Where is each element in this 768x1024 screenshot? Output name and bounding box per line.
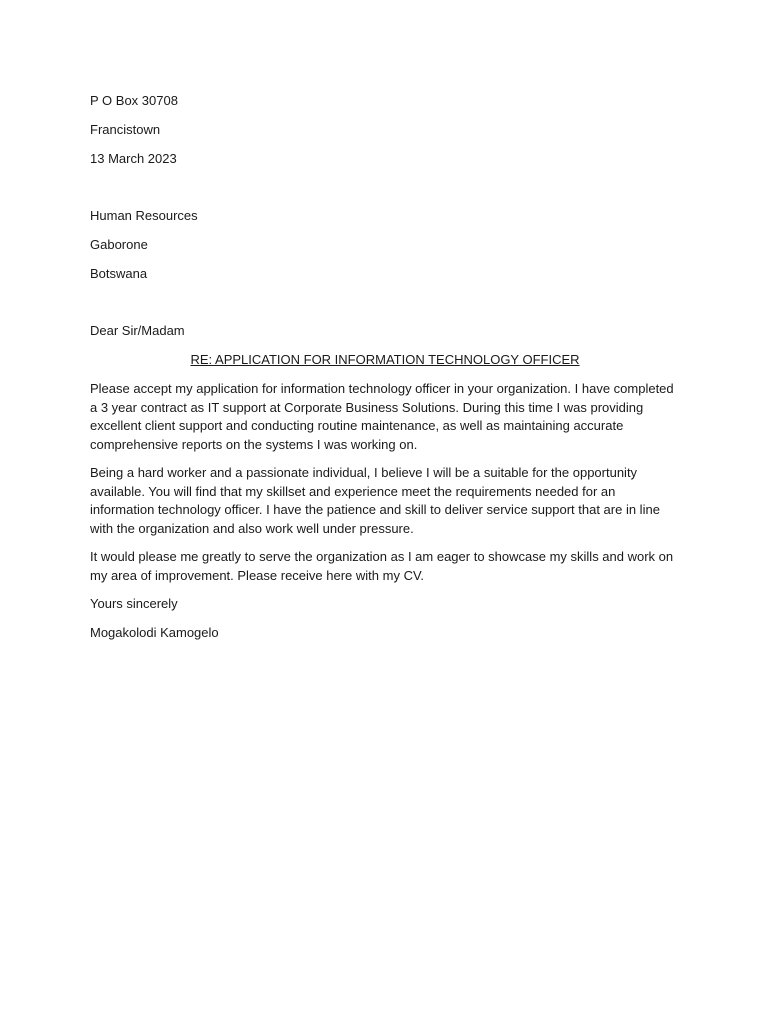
cover-letter (90, 92, 680, 642)
spacer (90, 294, 680, 322)
subject-line: RE: APPLICATION FOR INFORMATION TECHNOLOGY OFFICER (190, 352, 580, 367)
salutation: Dear Sir/Madam (90, 323, 185, 338)
recipient-department: Human Resources (90, 208, 198, 223)
recipient-address-block (90, 207, 680, 283)
letter-date: 13 March 2023 (90, 151, 177, 166)
sender-city: Francistown (90, 122, 161, 137)
sender-po-box: P O Box 30708 (90, 93, 178, 108)
spacer (90, 179, 680, 207)
recipient-country: Botswana (90, 266, 148, 281)
body-paragraph-2: Being a hard worker and a passionate individual, I believe I will be a suitable for the opportunity available. You will find that my skillset and experience meet the requirements needed for an information technology officer. I have the patience and skill to deliver service support that are in line with the organization and also work well under pressure. (90, 465, 660, 536)
sender-address-block (90, 92, 680, 168)
body-paragraph-3: It would please me greatly to serve the organization as I am eager to showcase my skills and work on my area of improvement. Please receive here with my CV. (90, 549, 674, 583)
recipient-city: Gaborone (90, 237, 148, 252)
signature-name: Mogakolodi Kamogelo (90, 625, 219, 640)
body-paragraph-1: Please accept my application for information technology officer in your organization. I have completed a 3 year contract as IT support at Corporate Business Solutions. During this time I was providing excellent client support and conducting routine maintenance, as well as maintaining accurate comprehensive reports on the systems I was working on. (90, 381, 674, 452)
closing: Yours sincerely (90, 596, 178, 611)
